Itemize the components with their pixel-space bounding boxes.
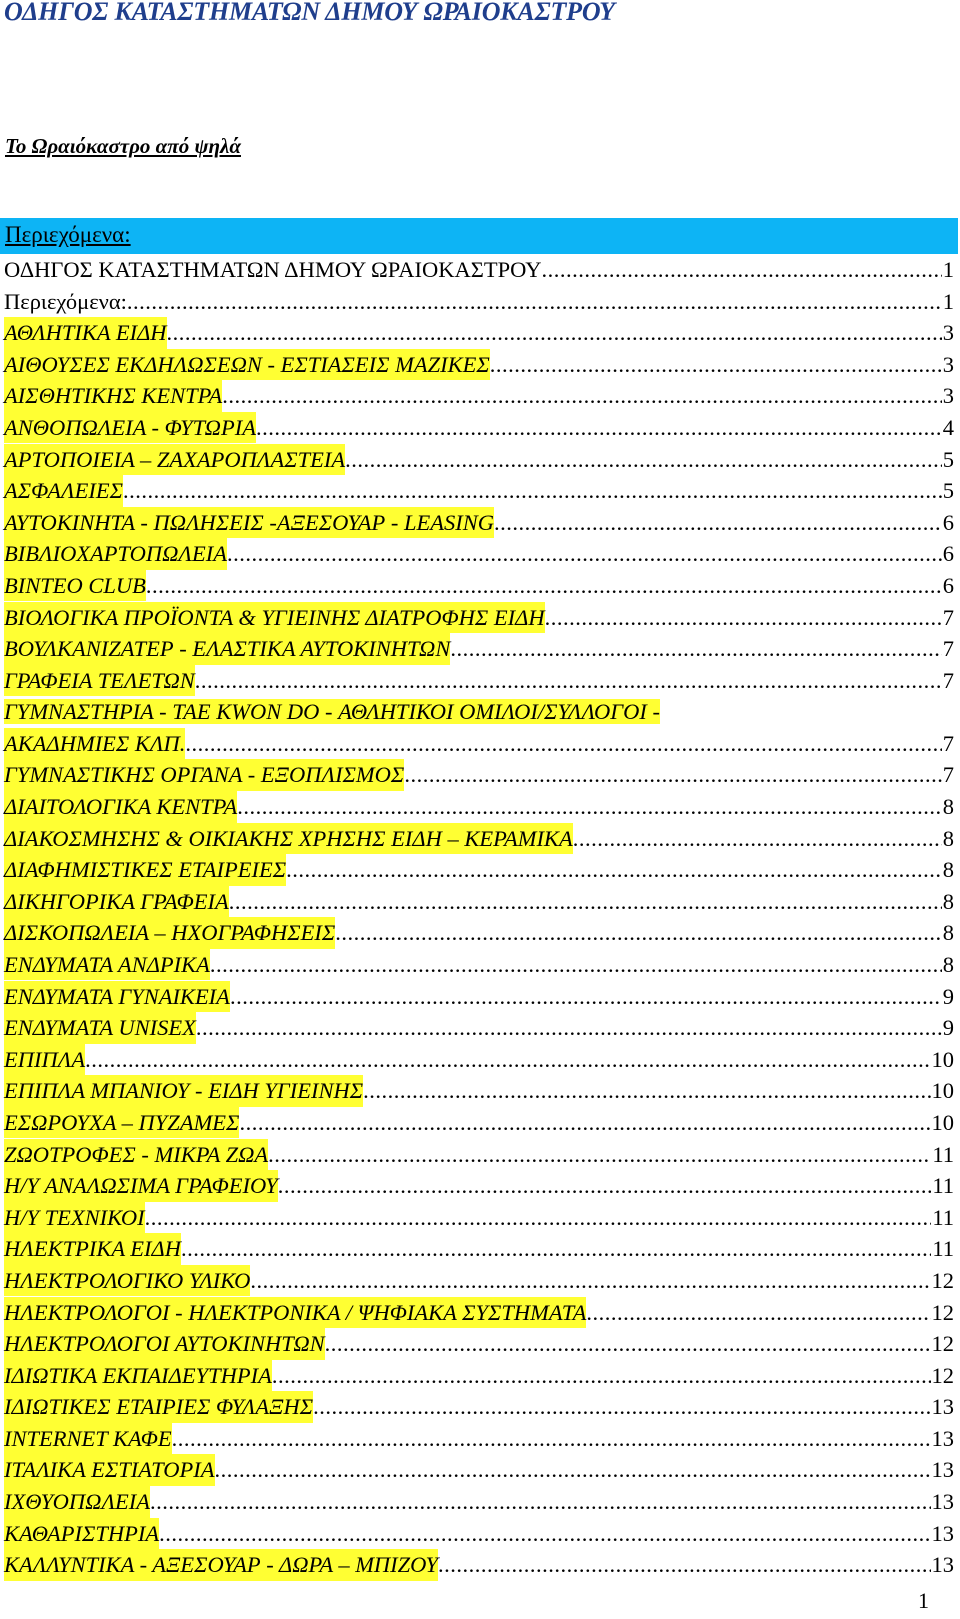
toc-entry-text: ΖΩΟΤΡΟΦΕΣ - ΜΙΚΡΑ ΖΩΑ — [4, 1139, 268, 1171]
toc-dot-leader — [286, 854, 942, 886]
toc-entry[interactable] — [4, 412, 954, 444]
toc-page-number: 1 — [942, 257, 954, 282]
toc-dot-leader — [145, 1202, 932, 1234]
toc-entry[interactable] — [4, 444, 954, 476]
toc-page-number: 12 — [931, 1331, 954, 1357]
toc-entry-text: ΚΑΘΑΡΙΣΤΗΡΙΑ — [4, 1518, 159, 1550]
toc-dot-leader — [586, 1297, 930, 1329]
toc-entry[interactable] — [4, 317, 954, 349]
toc-dot-leader — [239, 1107, 930, 1139]
toc-entry[interactable] — [4, 1297, 954, 1329]
toc-dot-leader — [229, 886, 942, 918]
toc-page-number: 8 — [942, 888, 954, 914]
toc-page-number: 10 — [931, 1046, 954, 1072]
toc-entry-text: ΑΡΤΟΠΟΙΕΙΑ – ΖΑΧΑΡΟΠΛΑΣΤΕΙΑ — [4, 444, 345, 476]
toc-heading: Περιεχόμενα: — [5, 222, 131, 247]
toc-page-number: 13 — [931, 1552, 954, 1578]
toc-page-number: 9 — [942, 1015, 954, 1041]
toc-entry-text: ΒΟΥΛΚΑΝΙΖΑΤΕΡ - ΕΛΑΣΤΙΚΑ ΑΥΤΟΚΙΝΗΤΩΝ — [4, 633, 450, 665]
toc-dot-leader — [210, 949, 942, 981]
toc-entry[interactable] — [4, 538, 954, 570]
toc-entry-text: ΙΧΘΥΟΠΩΛΕΙΑ — [4, 1486, 150, 1518]
toc-dot-leader — [215, 1454, 931, 1486]
toc-page-number: 12 — [931, 1362, 954, 1388]
toc-page-number: 3 — [942, 383, 954, 409]
toc-page-number: 5 — [942, 478, 954, 504]
toc-dot-leader — [172, 1423, 931, 1455]
toc-dot-leader — [438, 1549, 930, 1581]
toc-page-number: 8 — [942, 920, 954, 946]
toc-entry[interactable] — [4, 1012, 954, 1044]
toc-page-number: 11 — [932, 1173, 954, 1199]
toc-dot-leader — [404, 759, 941, 791]
toc-page-number: 13 — [931, 1394, 954, 1420]
toc-entry[interactable] — [4, 602, 954, 634]
toc-page-number: 5 — [942, 446, 954, 472]
toc-page-number: 8 — [942, 794, 954, 819]
toc-entry-text: ΒΙΒΛΙΟΧΑΡΤΟΠΩΛΕΙΑ — [4, 538, 227, 570]
toc-entry[interactable] — [4, 728, 954, 760]
toc-dot-leader — [146, 570, 942, 602]
toc-entry-text: ΗΛΕΚΤΡΟΛΟΓΟΙ ΑΥΤΟΚΙΝΗΤΩΝ — [4, 1328, 325, 1360]
toc-page-number: 8 — [942, 857, 954, 883]
toc-entry[interactable] — [4, 759, 954, 791]
toc-entry[interactable] — [4, 349, 954, 381]
toc-entry-text: ΗΛΕΚΤΡΙΚΑ ΕΙΔΗ — [4, 1233, 181, 1265]
toc-dot-leader — [237, 791, 941, 823]
toc-entry[interactable] — [4, 1360, 954, 1392]
toc-entry-text: ΑΚΑΔΗΜΙΕΣ ΚΛΠ. — [4, 728, 185, 760]
toc-page-number: 7 — [942, 762, 954, 788]
toc-page-number: 6 — [942, 541, 954, 567]
toc-entry[interactable] — [4, 633, 954, 665]
toc-page-number: 1 — [942, 288, 954, 314]
toc-entry[interactable] — [4, 1391, 954, 1423]
toc-entry-text: ΑΙΣΘΗΤΙΚΗΣ ΚΕΝΤΡΑ — [4, 380, 222, 412]
toc-entry[interactable] — [4, 570, 954, 602]
toc-page-number: 7 — [942, 730, 954, 756]
toc-dot-leader — [196, 1012, 942, 1044]
toc-entry[interactable] — [4, 1075, 954, 1107]
toc-entry[interactable] — [4, 286, 954, 318]
toc-entry[interactable] — [4, 1549, 954, 1581]
toc-entry[interactable] — [4, 886, 954, 918]
toc-dot-leader — [159, 1518, 930, 1550]
toc-page-number: 8 — [942, 825, 954, 851]
toc-dot-leader — [185, 728, 941, 760]
toc-dot-leader — [181, 1233, 931, 1265]
toc-dot-leader — [256, 412, 942, 444]
toc-page-number: 10 — [931, 1109, 954, 1135]
toc-entry-text: ΔΙΚΗΓΟΡΙΚΑ ΓΡΑΦΕΙΑ — [4, 886, 229, 918]
toc-dot-leader — [127, 286, 942, 318]
toc-dot-leader — [573, 823, 942, 855]
toc-entry[interactable] — [4, 475, 954, 507]
toc-entry-text: ΗΛΕΚΤΡΟΛΟΓΙΚΟ ΥΛΙΚΟ — [4, 1265, 250, 1297]
toc-entry-text: ΕΝΔΥΜΑΤΑ ΑΝΔΡΙΚΑ — [4, 949, 210, 981]
toc-dot-leader — [150, 1486, 930, 1518]
toc-entry[interactable] — [4, 823, 954, 855]
toc-dot-leader — [195, 665, 942, 697]
toc-dot-leader — [250, 1265, 930, 1297]
toc-entry-line[interactable] — [4, 696, 954, 728]
toc-entry[interactable] — [4, 1518, 954, 1550]
toc-page-number: 11 — [932, 1141, 954, 1167]
toc-dot-leader — [545, 602, 942, 634]
toc-page-number: 4 — [942, 414, 954, 440]
toc-entry-text: ΔΙΑΙΤΟΛΟΓΙΚΑ ΚΕΝΤΡΑ — [4, 791, 237, 823]
toc-dot-leader — [335, 917, 941, 949]
toc-page-number: 13 — [931, 1489, 954, 1515]
toc-page-number: 13 — [931, 1457, 954, 1483]
toc-entry-text: Περιεχόμενα: — [4, 288, 127, 314]
toc-entry[interactable] — [4, 665, 954, 697]
toc-page-number: 12 — [931, 1299, 954, 1325]
toc-entry[interactable] — [4, 254, 954, 286]
toc-entry-text: ΟΔΗΓΟΣ ΚΑΤΑΣΤΗΜΑΤΩΝ ΔΗΜΟΥ ΩΡΑΙΟΚΑΣΤΡΟΥ — [4, 257, 542, 282]
toc-dot-leader — [363, 1075, 930, 1107]
table-of-contents — [4, 254, 954, 1581]
toc-dot-leader — [222, 380, 942, 412]
toc-entry[interactable] — [4, 380, 954, 412]
toc-entry-text: ΚΑΛΛΥΝΤΙΚΑ - ΑΞΕΣΟΥΑΡ - ΔΩΡΑ – ΜΠΙΖΟΥ — [4, 1549, 438, 1581]
toc-entry-text: ΗΛΕΚΤΡΟΛΟΓΟΙ - ΗΛΕΚΤΡΟΝΙΚΑ / ΨΗΦΙΑΚΑ ΣΥΣΤΗΜΑΤΑ — [4, 1297, 586, 1329]
toc-page-number: 10 — [931, 1078, 954, 1104]
toc-entry-text: ΙΤΑΛΙΚΑ ΕΣΤΙΑΤΟΡΙΑ — [4, 1454, 215, 1486]
toc-entry[interactable] — [4, 854, 954, 886]
toc-entry[interactable] — [4, 791, 954, 823]
toc-entry-text: ΔΙΑΦΗΜΙΣΤΙΚΕΣ ΕΤΑΙΡΕΙΕΣ — [4, 854, 286, 886]
toc-entry-text: ΑΣΦΑΛΕΙΕΣ — [4, 475, 123, 507]
toc-heading-band — [0, 218, 958, 254]
toc-entry-text: ΕΠΙΠΛΑ — [4, 1044, 85, 1076]
toc-entry-text: ΔΙΣΚΟΠΩΛΕΙΑ – ΗΧΟΓΡΑΦΗΣΕΙΣ — [4, 917, 335, 949]
toc-entry-text: ΑΝΘΟΠΩΛΕΙΑ - ΦΥΤΩΡΙΑ — [4, 412, 256, 444]
toc-entry-text: ΓΥΜΝΑΣΤΙΚΗΣ ΟΡΓΑΝΑ - ΕΞΟΠΛΙΣΜΟΣ — [4, 759, 404, 791]
toc-entry[interactable] — [4, 917, 954, 949]
toc-entry[interactable] — [4, 507, 954, 539]
toc-entry[interactable] — [4, 1233, 954, 1265]
toc-entry-text: ΓΡΑΦΕΙΑ ΤΕΛΕΤΩΝ — [4, 665, 195, 697]
toc-entry[interactable] — [4, 1170, 954, 1202]
toc-entry[interactable] — [4, 1265, 954, 1297]
toc-dot-leader — [268, 1139, 931, 1171]
toc-page-number: 11 — [932, 1204, 954, 1230]
toc-entry[interactable] — [4, 1454, 954, 1486]
toc-page-number: 3 — [942, 351, 954, 377]
toc-entry[interactable] — [4, 1139, 954, 1171]
toc-dot-leader — [230, 981, 942, 1013]
toc-dot-leader — [227, 538, 942, 570]
toc-page-number: 12 — [931, 1267, 954, 1293]
toc-entry-text: ΕΝΔΥΜΑΤΑ ΓΥΝΑΙΚΕΙΑ — [4, 981, 230, 1013]
toc-entry-text: Η/Υ ΑΝΑΛΩΣΙΜΑ ΓΡΑΦΕΙΟΥ — [4, 1170, 278, 1202]
toc-entry[interactable] — [4, 1107, 954, 1139]
toc-page-number: 8 — [942, 951, 954, 977]
toc-entry-text: ΑΘΛΗΤΙΚΑ ΕΙΔΗ — [4, 317, 167, 349]
toc-dot-leader — [541, 254, 941, 286]
toc-dot-leader — [450, 633, 941, 665]
toc-entry-text: INTERNET ΚΑΦΕ — [4, 1423, 172, 1455]
toc-page-number: 6 — [942, 572, 954, 598]
toc-entry-text: ΓΥΜΝΑΣΤΗΡΙΑ - TAE KWON DO - ΑΘΛΗΤΙΚΟΙ ΟΜΙΛΟΙ/ΣΥΛΛΟΓΟΙ - — [4, 699, 660, 725]
toc-entry-text: ΒΙΟΛΟΓΙΚΑ ΠΡΟΪΟΝΤΑ & ΥΓΙΕΙΝΗΣ ΔΙΑΤΡΟΦΗΣ ΕΙΔΗ — [4, 602, 545, 634]
toc-dot-leader — [313, 1391, 930, 1423]
toc-entry-text: ΒΙΝΤΕΟ CLUB — [4, 570, 146, 602]
toc-entry[interactable] — [4, 949, 954, 981]
toc-page-number: 7 — [942, 636, 954, 662]
toc-entry-text: ΕΝΔΥΜΑΤΑ UNISEX — [4, 1012, 196, 1044]
toc-page-number: 7 — [942, 604, 954, 630]
toc-dot-leader — [85, 1044, 930, 1076]
toc-dot-leader — [345, 444, 942, 476]
toc-entry[interactable] — [4, 1423, 954, 1455]
toc-entry[interactable] — [4, 1202, 954, 1234]
page-number: 1 — [918, 1588, 929, 1613]
toc-page-number: 3 — [942, 320, 954, 346]
toc-page-number: 13 — [931, 1425, 954, 1451]
toc-dot-leader — [325, 1328, 931, 1360]
document-title: ΟΔΗΓΟΣ ΚΑΤΑΣΤΗΜΑΤΩΝ ΔΗΜΟΥ ΩΡΑΙΟΚΑΣΤΡΟΥ — [4, 0, 615, 26]
document-subtitle: Το Ωραιόκαστρο από ψηλά — [5, 134, 241, 158]
toc-page-number: 6 — [942, 509, 954, 535]
toc-entry-text: ΙΔΙΩΤΙΚΕΣ ΕΤΑΙΡΙΕΣ ΦΥΛΑΞΗΣ — [4, 1391, 313, 1423]
toc-entry[interactable] — [4, 1328, 954, 1360]
toc-page-number: 11 — [932, 1236, 954, 1262]
toc-page-number: 7 — [942, 667, 954, 693]
toc-entry[interactable] — [4, 981, 954, 1013]
toc-page-number: 9 — [942, 983, 954, 1009]
toc-entry-text: Η/Υ ΤΕΧΝΙΚΟΙ — [4, 1202, 145, 1234]
toc-dot-leader — [272, 1360, 931, 1392]
toc-dot-leader — [123, 475, 942, 507]
toc-entry-text: ΕΠΙΠΛΑ ΜΠΑΝΙΟΥ - ΕΙΔΗ ΥΓΙΕΙΝΗΣ — [4, 1075, 363, 1107]
toc-entry-text: ΙΔΙΩΤΙΚΑ ΕΚΠΑΙΔΕΥΤΗΡΙΑ — [4, 1360, 272, 1392]
toc-entry-text: ΑΙΘΟΥΣΕΣ ΕΚΔΗΛΩΣΕΩΝ - ΕΣΤΙΑΣΕΙΣ ΜΑΖΙΚΕΣ — [4, 349, 490, 381]
toc-dot-leader — [490, 349, 942, 381]
toc-entry-text: ΑΥΤΟΚΙΝΗΤΑ - ΠΩΛΗΣΕΙΣ -ΑΞΕΣΟΥΑΡ - LEASING — [4, 507, 494, 539]
toc-dot-leader — [167, 317, 942, 349]
toc-entry-text: ΔΙΑΚΟΣΜΗΣΗΣ & ΟΙΚΙΑΚΗΣ ΧΡΗΣΗΣ ΕΙΔΗ – ΚΕΡΑΜΙΚΑ — [4, 823, 573, 855]
toc-dot-leader — [494, 507, 942, 539]
toc-entry-text: ΕΣΩΡΟΥΧΑ – ΠΥΖΑΜΕΣ — [4, 1107, 239, 1139]
toc-entry[interactable] — [4, 1044, 954, 1076]
toc-entry[interactable] — [4, 1486, 954, 1518]
toc-dot-leader — [278, 1170, 932, 1202]
toc-page-number: 13 — [931, 1520, 954, 1546]
